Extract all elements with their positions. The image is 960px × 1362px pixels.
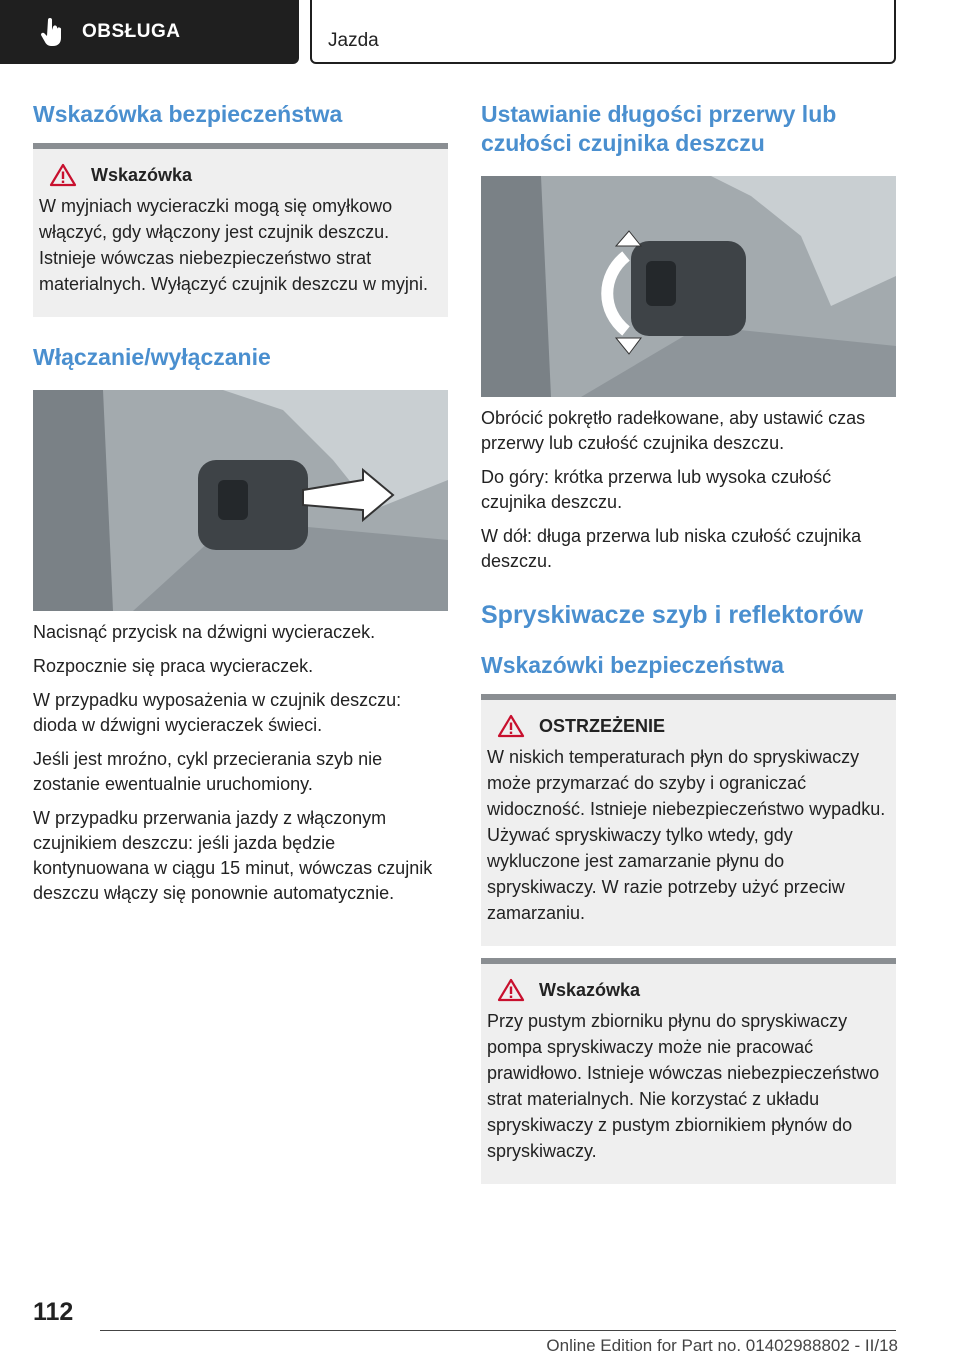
hand-pointer-icon — [40, 18, 64, 46]
warning-triangle-icon — [497, 714, 525, 738]
footer-divider — [100, 1330, 896, 1331]
paragraph: W przypadku wyposażenia w czujnik deszczu: dioda w dźwigni wycieraczek świeci. — [33, 690, 402, 735]
washer-heading: Spryskiwacze szyb i reflektorów — [481, 601, 864, 629]
paragraph: W dół: długa przerwa lub niska czułość czujnika deszczu. — [481, 526, 862, 571]
hint-note — [481, 958, 896, 1184]
right-column — [481, 100, 896, 1184]
hint-note — [33, 143, 448, 317]
hint-note-title: Wskazówka — [539, 979, 641, 1000]
chapter-tab-label: OBSŁUGA — [82, 21, 181, 42]
warning-triangle-icon — [49, 163, 77, 187]
hint-note-body: W myjniach wycieraczki mogą się omyłkowo włączyć, gdy włączony jest czujnik deszczu. Istnieje wówczas niebezpieczeństwo strat materialnych. Wyłączyć czujnik deszczu w myjni. — [39, 196, 428, 294]
warning-note-title: OSTRZEŻENIE — [539, 715, 666, 736]
section-header — [310, 0, 896, 64]
chapter-tab[interactable] — [0, 0, 299, 64]
paragraph: Obrócić pokrętło radełkowane, aby ustawić czas przerwy lub czułość czujnika deszczu. — [481, 408, 866, 453]
thumbwheel-photo — [481, 176, 896, 397]
paragraph: Nacisnąć przycisk na dźwigni wycieraczek. — [33, 622, 376, 642]
paragraph: Rozpocznie się praca wycieraczek. — [33, 656, 314, 676]
onoff-heading: Włączanie/wyłączanie — [33, 344, 271, 370]
hint-note-title: Wskazówka — [91, 164, 193, 185]
safety-heading: Wskazówka bezpieczeństwa — [33, 101, 343, 127]
paragraph: Jeśli jest mroźno, cykl przecierania szyb nie zostanie ewentualnie uruchomiony. — [33, 749, 383, 794]
left-column — [33, 100, 448, 906]
warning-note-body: W niskich temperaturach płyn do spryskiwaczy może przymarzać do szyby i ograniczać widoczność. Istnieje niebezpieczeństwo wypadku. Używać spryskiwaczy tylko wtedy, gdy wykluczone jest zamarzanie płynu do spryskiwaczy. W razie potrzeby użyć przeciw zamarzaniu. — [487, 747, 886, 923]
warning-triangle-icon — [497, 978, 525, 1002]
warning-note — [481, 694, 896, 946]
washer-safety-heading: Wskazówki bezpieczeństwa — [481, 652, 784, 678]
section-title: Jazda — [328, 30, 379, 51]
page-number: 112 — [33, 1298, 74, 1326]
edition-label: Online Edition for Part no. 01402988802 - II/18 — [546, 1336, 898, 1355]
paragraph: W przypadku przerwania jazdy z włączonym czujnikiem deszczu: jeśli jazda będzie kontynuowana w ciągu 15 minut, wówczas czujnik deszczu włączy się ponownie automatycznie. — [33, 808, 433, 903]
hint-note-body: Przy pustym zbiorniku płynu do spryskiwaczy pompa spryskiwaczy może nie pracować prawidłowo. Istnieje wówczas niebezpieczeństwo strat materialnych. Nie korzystać z układu spryskiwaczy z pustym zbiornikiem płynów do spryskiwaczy. — [487, 1011, 880, 1161]
interval-paragraphs — [481, 406, 896, 574]
paragraph: Do góry: krótka przerwa lub wysoka czułość czujnika deszczu. — [481, 467, 832, 512]
onoff-paragraphs — [33, 620, 448, 906]
wiper-lever-button-photo — [33, 390, 448, 611]
interval-heading: Ustawianie długości przerwy lub czułości czujnika deszczu — [481, 101, 837, 156]
